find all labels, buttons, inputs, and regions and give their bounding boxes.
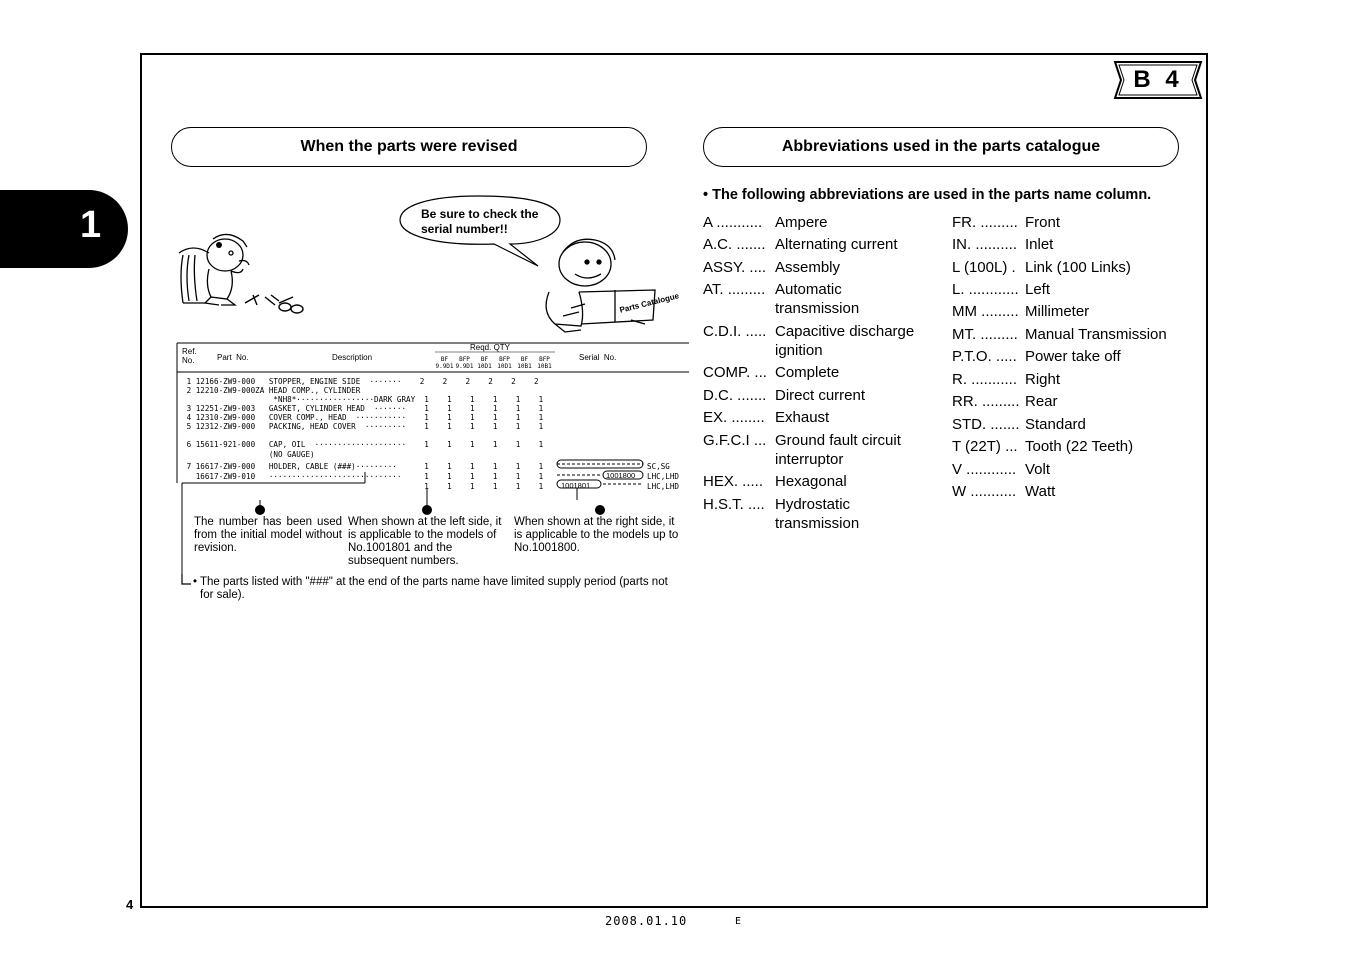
abbreviation-key: MM .........: [952, 303, 1019, 320]
abbreviations-intro: • The following abbreviations are used in the parts name column.: [703, 187, 1152, 203]
abbreviation-key: AT. .........: [703, 281, 766, 298]
abbreviation-key: ASSY. ....: [703, 259, 767, 276]
abbreviation-meaning: Hydrostatic: [775, 496, 851, 513]
model-header: BFP 10B1: [537, 356, 552, 370]
table-row: 2 12210-ZW9-000ZA HEAD COMP., CYLINDER: [182, 386, 361, 395]
page-code-badge: [1113, 60, 1203, 100]
left-section-title: When the parts were revised: [171, 127, 647, 167]
chapter-tab: [0, 190, 128, 268]
serial-from: 1001801: [561, 481, 591, 490]
abbreviation-meaning: Millimeter: [1025, 303, 1090, 320]
table-row: 16617-ZW9-010 ····························· 1 1 1 1 1 1: [182, 472, 544, 481]
abbreviation-meaning-cont: interruptor: [775, 451, 844, 468]
caption-right-side: When shown at the right side, it is applicable to the models up to No.1001800.: [514, 516, 679, 554]
table-row: 1 1 1 1 1 1: [182, 482, 544, 491]
parts-table-example: [177, 342, 689, 492]
abbreviation-meaning: Standard: [1025, 416, 1086, 433]
table-row: 4 12310-ZW9-000 COVER COMP., HEAD ··········· 1 1 1 1 1 1: [182, 413, 544, 422]
abbreviation-meaning: Rear: [1025, 393, 1058, 410]
abbreviation-meaning: Link (100 Links): [1025, 259, 1131, 276]
col-desc-header: Description: [332, 353, 373, 362]
serial-cell: LHC,LHD: [647, 472, 680, 481]
abbreviation-key: P.T.O. .....: [952, 348, 1017, 365]
abbreviation-key: W ...........: [952, 483, 1017, 500]
model-header: BF 9.9D1: [435, 356, 454, 370]
table-row: 5 12312-ZW9-000 PACKING, HEAD COVER ········· 1 1 1 1 1 1: [182, 422, 544, 431]
abbreviation-meaning: Exhaust: [775, 409, 830, 426]
abbreviation-meaning: Manual Transmission: [1025, 326, 1167, 343]
abbreviation-meaning: Hexagonal: [775, 473, 847, 490]
footer-language: E: [735, 916, 742, 927]
serial-cell: LHC,LHD: [647, 482, 680, 491]
abbreviation-meaning: Automatic: [775, 281, 842, 298]
abbreviation-meaning: Watt: [1025, 483, 1056, 500]
model-header: BF 10D1: [477, 356, 492, 370]
abbreviation-key: C.D.I. .....: [703, 323, 767, 340]
abbreviation-key: MT. .........: [952, 326, 1018, 343]
col-qty-header: Reqd. QTY: [470, 343, 511, 352]
abbreviation-meaning: Capacitive discharge: [775, 323, 915, 340]
caption-initial-model: The number has been used from the initial model without revision.: [194, 516, 342, 554]
footer-date: 2008.01.10: [605, 914, 688, 928]
page-code: B 4: [1133, 66, 1183, 93]
abbreviation-meaning: Assembly: [775, 259, 841, 276]
table-row: *NH8*·················DARK GRAY 1 1 1 1 1 1: [182, 395, 544, 404]
serial-to: 1001800: [606, 471, 636, 480]
abbreviation-key: H.S.T. ....: [703, 496, 765, 513]
abbreviation-key: EX. ........: [703, 409, 765, 426]
right-section-title: Abbreviations used in the parts catalogue: [703, 127, 1179, 167]
abbreviation-meaning: Complete: [775, 364, 840, 381]
abbreviation-meaning: Volt: [1025, 461, 1051, 478]
abbreviation-key: L. ............: [952, 281, 1019, 298]
abbreviation-meaning-cont: transmission: [775, 515, 860, 532]
callout-markers: [255, 504, 675, 516]
col-ref-header: Ref. No.: [182, 347, 197, 365]
abbreviation-meaning: Tooth (22 Teeth): [1025, 438, 1134, 455]
abbreviation-key: STD. .......: [952, 416, 1020, 433]
page-number: 4: [126, 897, 134, 912]
abbreviation-key: D.C. .......: [703, 387, 767, 404]
model-header: BF 10B1: [517, 356, 532, 370]
abbreviation-key: FR. .........: [952, 214, 1018, 231]
mechanic-illustration: [175, 225, 315, 315]
abbreviation-meaning-cont: ignition: [775, 342, 823, 359]
abbreviation-key: R. ...........: [952, 371, 1018, 388]
bubble-text: Be sure to check the serial number!!: [421, 207, 539, 236]
abbreviation-meaning: Inlet: [1025, 236, 1054, 253]
table-row: 3 12251-ZW9-003 GASKET, CYLINDER HEAD ······· 1 1 1 1 1 1: [182, 404, 544, 413]
abbreviation-key: G.F.C.I ...: [703, 432, 767, 449]
table-row: 7 16617-ZW9-000 HOLDER, CABLE (###)········· 1 1 1 1 1 1: [182, 462, 544, 471]
abbreviation-meaning: Ampere: [775, 214, 828, 231]
col-serial-header: Serial No.: [579, 353, 617, 362]
abbreviation-meaning-cont: transmission: [775, 300, 860, 317]
abbreviation-meaning: Power take off: [1025, 348, 1121, 365]
abbreviation-meaning: Left: [1025, 281, 1051, 298]
col-part-header: Part No.: [217, 353, 249, 362]
abbreviation-key: HEX. .....: [703, 473, 764, 490]
abbreviation-key: COMP. ...: [703, 364, 767, 381]
abbreviation-key: IN. ..........: [952, 236, 1018, 253]
note-supply-period: The parts listed with "###" at the end of the parts name have limited supply period (parts not for sale).: [200, 576, 668, 601]
caption-left-side: When shown at the left side, it is applicable to the models of No.1001801 and the subsequent numbers.: [348, 516, 502, 567]
abbreviation-key: L (100L) .: [952, 259, 1016, 276]
model-header: BFP 9.9D1: [455, 356, 474, 370]
abbreviation-meaning: Ground fault circuit: [775, 432, 901, 449]
abbreviation-meaning: Right: [1025, 371, 1061, 388]
abbreviation-key: A ...........: [703, 214, 763, 231]
table-row: 1 12166-ZW9-000 STOPPER, ENGINE SIDE ······· 2 2 2 2 2 2: [182, 377, 539, 386]
abbreviation-meaning: Alternating current: [775, 236, 898, 253]
model-header: BFP 10D1: [497, 356, 512, 370]
table-row: 6 15611-921-000 CAP, OIL ···················· 1 1 1 1 1 1: [182, 440, 544, 449]
abbreviation-key: A.C. .......: [703, 236, 766, 253]
abbreviation-key: T (22T) ...: [952, 438, 1018, 455]
reader-illustration: [535, 232, 680, 337]
catalogue-label: Parts Catalogue: [618, 291, 680, 315]
chapter-number: 1: [80, 204, 102, 246]
note-bullet: •: [193, 576, 198, 588]
abbreviation-key: RR. .........: [952, 393, 1020, 410]
abbreviation-key: V ............: [952, 461, 1017, 478]
abbreviation-meaning: Front: [1025, 214, 1061, 231]
abbreviation-meaning: Direct current: [775, 387, 866, 404]
serial-cell: SC,SG: [647, 462, 670, 471]
table-row: (NO GAUGE): [182, 450, 315, 459]
